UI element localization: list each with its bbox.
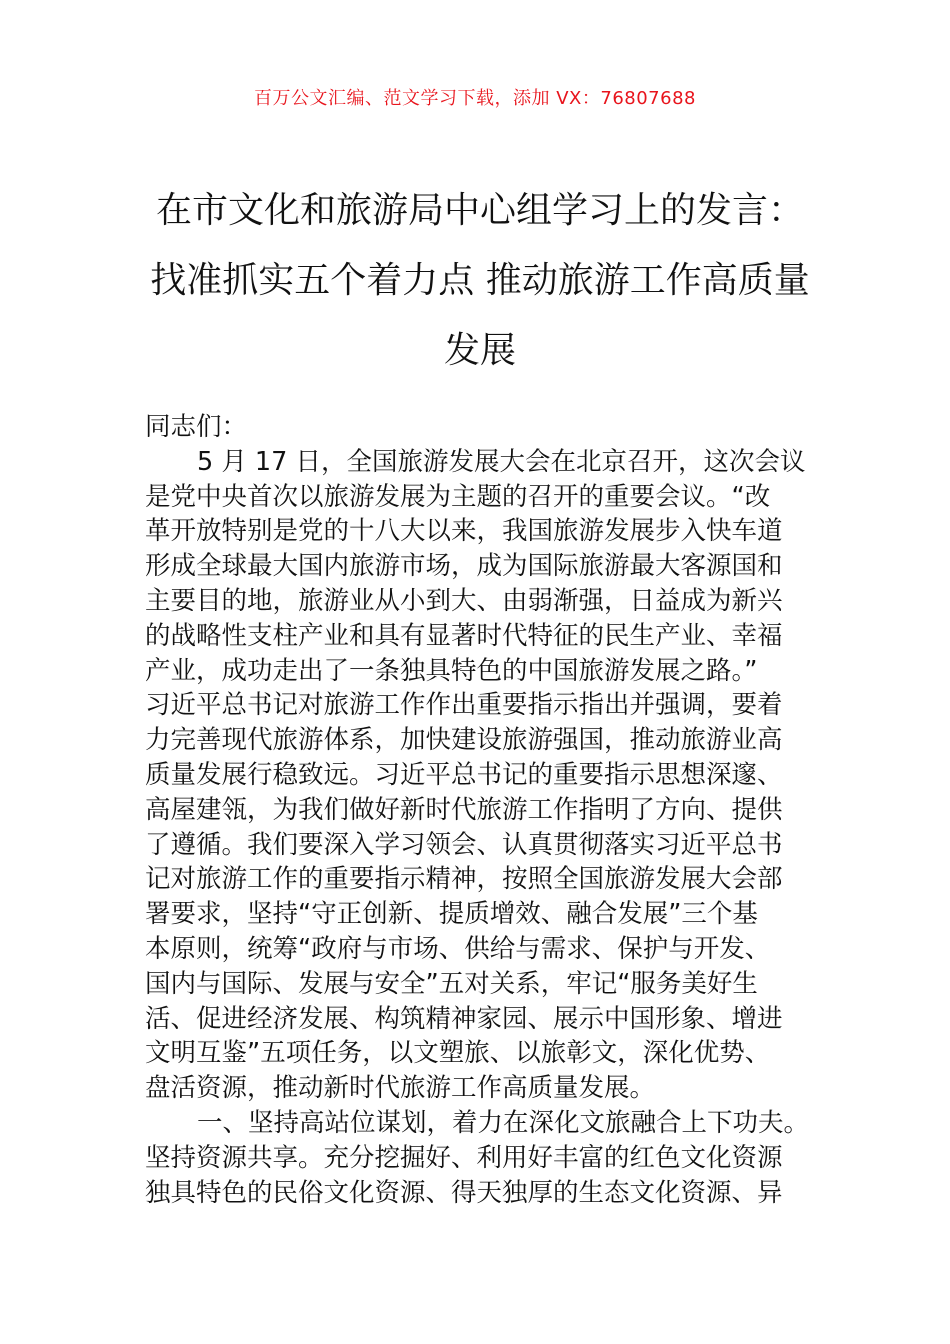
paragraph-line: 本原则，统筹“政府与市场、供给与需求、保护与开发、 [145, 933, 771, 964]
paragraph-line: 国内与国际、发展与安全”五对关系，牢记“服务美好生 [145, 968, 758, 999]
paragraph-line: 产业，成功走出了一条独具特色的中国旅游发展之路。” [145, 655, 758, 686]
watermark-header: 百万公文汇编、范文学习下载，添加 VX：76807688 [254, 88, 696, 109]
section-heading: 一、坚持高站位谋划，着力在深化文旅融合上下功夫。 [197, 1107, 810, 1138]
paragraph-line: 文明互鉴”五项任务，以文塑旅、以旅彰文，深化优势、 [145, 1038, 771, 1069]
paragraph-line: 质量发展行稳致远。习近平总书记的重要指示思想深邃、 [145, 759, 783, 790]
paragraph-line: 力完善现代旅游体系，加快建设旅游强国，推动旅游业高 [145, 725, 783, 756]
title-line: 找准抓实五个着力点 推动旅游工作高质量 [150, 260, 810, 301]
paragraph-line: 高屋建瓴，为我们做好新时代旅游工作指明了方向、提供 [145, 794, 783, 825]
paragraph-line: 是党中央首次以旅游发展为主题的召开的重要会议。“改 [145, 481, 771, 512]
paragraph-line: 主要目的地，旅游业从小到大、由弱渐强，日益成为新兴 [145, 585, 783, 616]
salutation: 同志们： [145, 412, 248, 442]
title-line: 在市文化和旅游局中心组学习上的发言： [155, 190, 804, 231]
paragraph-line: 坚持资源共享。充分挖掘好、利用好丰富的红色文化资源 [145, 1142, 783, 1173]
paragraph-line: 的战略性支柱产业和具有显著时代特征的民生产业、幸福 [145, 620, 783, 651]
title-line: 发展 [443, 330, 516, 371]
paragraph-line: 独具特色的民俗文化资源、得天独厚的生态文化资源、异 [145, 1177, 783, 1208]
paragraph-line: 了遵循。我们要深入学习领会、认真贯彻落实习近平总书 [145, 829, 783, 860]
paragraph-line: 形成全球最大国内旅游市场，成为国际旅游最大客源国和 [145, 551, 783, 582]
paragraph-line: 盘活资源，推动新时代旅游工作高质量发展。 [145, 1073, 656, 1104]
document-title [140, 176, 820, 386]
paragraph-line: 记对旅游工作的重要指示精神，按照全国旅游发展大会部 [145, 864, 783, 895]
paragraph-line: 革开放特别是党的十八大以来，我国旅游发展步入快车道 [145, 516, 783, 547]
paragraph-line: 署要求，坚持“守正创新、提质增效、融合发展”三个基 [145, 899, 758, 930]
paragraph-line: 活、促进经济发展、构筑精神家园、展示中国形象、增进 [145, 1003, 783, 1034]
document-body [145, 410, 825, 1210]
paragraph-line: 5 月 17 日，全国旅游发展大会在北京召开，这次会议 [197, 446, 806, 477]
paragraph-line: 习近平总书记对旅游工作作出重要指示指出并强调，要着 [145, 690, 783, 721]
